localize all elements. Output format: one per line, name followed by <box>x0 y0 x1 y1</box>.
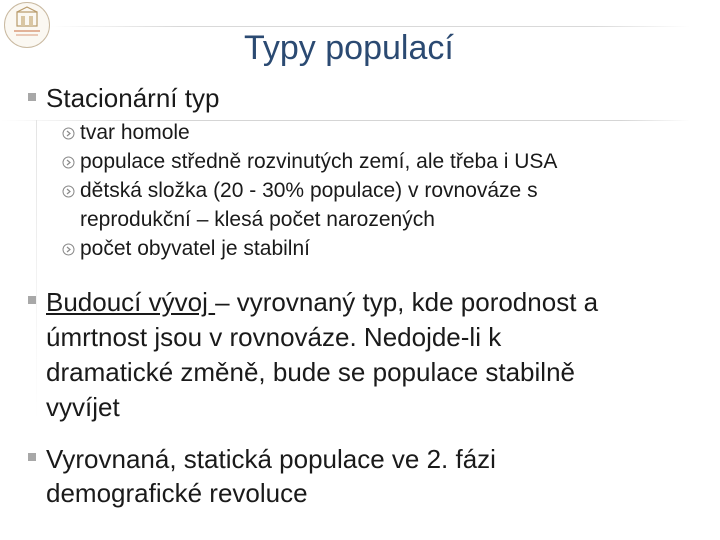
list-item-continuation: reprodukční – klesá počet narozených <box>80 208 435 231</box>
section-heading: Stacionární typ <box>46 83 220 113</box>
underlined-phrase: Budoucí vývoj <box>46 287 216 317</box>
square-bullet-icon <box>28 296 36 304</box>
title-divider <box>50 26 690 27</box>
school-emblem-icon <box>4 2 50 48</box>
list-item: populace středně rozvinutých zemí, ale třeba i USA <box>80 150 558 173</box>
square-bullet-icon <box>28 453 36 461</box>
paragraph-line: vyvíjet <box>46 392 120 422</box>
circle-arrow-bullet-icon <box>62 185 75 198</box>
paragraph-line: úmrtnost jsou v rovnováze. Nedojde-li k <box>46 322 502 352</box>
list-item: počet obyvatel je stabilní <box>80 237 310 260</box>
circle-arrow-bullet-icon <box>62 156 75 169</box>
paragraph-line: Vyrovnaná, statická populace ve 2. fázi <box>46 444 496 474</box>
paragraph-text: – vyrovnaný typ, kde porodnost a <box>215 287 599 317</box>
list-item: dětská složka (20 - 30% populace) v rovnováze s <box>80 179 538 202</box>
square-bullet-icon <box>28 93 36 101</box>
paragraph-line: dramatické změně, bude se populace stabilně <box>46 357 575 387</box>
paragraph-line <box>46 285 598 319</box>
circle-arrow-bullet-icon <box>62 127 75 140</box>
circle-arrow-bullet-icon <box>62 243 75 256</box>
page-title: Typy populací <box>244 29 454 67</box>
list-item: tvar homole <box>80 121 190 144</box>
paragraph-line: demografické revoluce <box>46 478 308 508</box>
left-accent-line <box>36 120 37 420</box>
